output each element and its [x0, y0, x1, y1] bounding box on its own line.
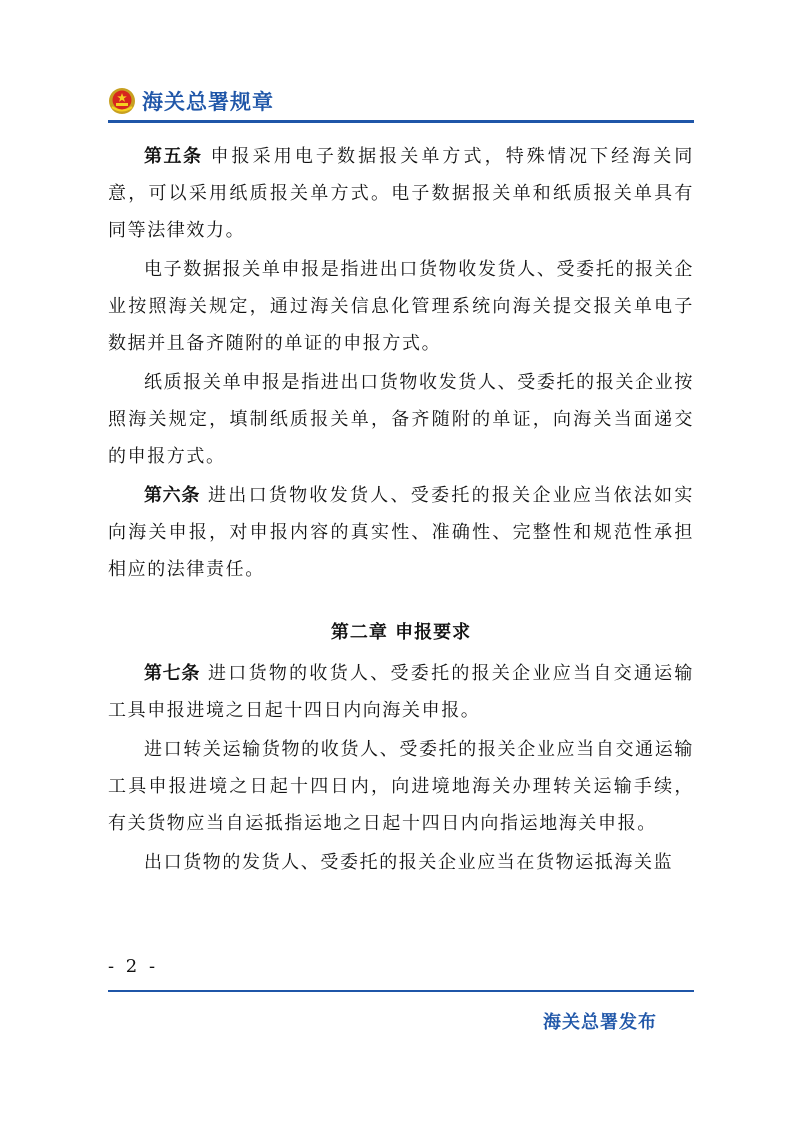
paragraph-text: 进口转关运输货物的收货人、受委托的报关企业应当自交通运输工具申报进境之日起十四日内，向进境地海关办理转关运输手续，有关货物应当自运抵指运地之日起十四日内向指运地海关申报。: [108, 739, 694, 834]
article-number: 第七条: [144, 663, 201, 684]
paragraph-text: 进口货物的收货人、受委托的报关企业应当自交通运输工具申报进境之日起十四日内向海关申报。: [108, 663, 694, 721]
paragraph-text: 进出口货物收发货人、受委托的报关企业应当依法如实向海关申报，对申报内容的真实性、准确性、完整性和规范性承担相应的法律责任。: [108, 485, 694, 580]
paragraph: [108, 731, 694, 842]
paragraph-text: 申报采用电子数据报关单方式，特殊情况下经海关同意，可以采用纸质报关单方式。电子数据报关单和纸质报关单具有同等法律效力。: [108, 146, 694, 241]
article-number: 第五条: [144, 146, 203, 167]
document-body: [108, 138, 694, 883]
paragraph: [108, 655, 694, 729]
paragraph: [108, 251, 694, 362]
paragraph-text: 纸质报关单申报是指进出口货物收发货人、受委托的报关企业按照海关规定，填制纸质报关单，备齐随附的单证，向海关当面递交的申报方式。: [108, 372, 694, 467]
chapter-heading: 第二章 申报要求: [330, 622, 472, 643]
header-rule: [108, 120, 694, 123]
paragraph: [108, 844, 694, 881]
footer-rule: [108, 990, 694, 992]
paragraph: [108, 138, 694, 249]
paragraph: [108, 364, 694, 475]
header: [108, 84, 274, 118]
page-number: - 2 -: [108, 956, 159, 977]
paragraph-text: 出口货物的发货人、受委托的报关企业应当在货物运抵海关监: [144, 852, 674, 873]
national-emblem-icon: [108, 87, 136, 115]
paragraph: [108, 477, 694, 588]
paragraph-text: 电子数据报关单申报是指进出口货物收发货人、受委托的报关企业按照海关规定，通过海关信息化管理系统向海关提交报关单电子数据并且备齐随附的单证的申报方式。: [108, 259, 694, 354]
footer-publisher: 海关总署发布: [543, 1012, 657, 1033]
article-number: 第六条: [144, 485, 201, 506]
header-title: 海关总署规章: [142, 90, 274, 114]
